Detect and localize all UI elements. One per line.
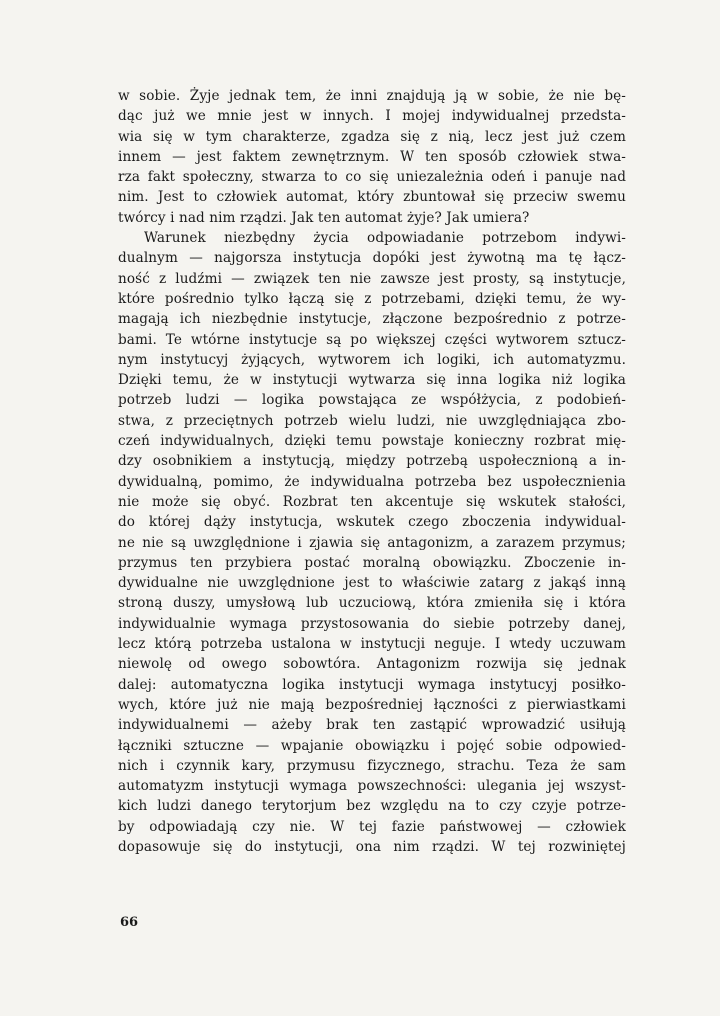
page-number: 66 <box>120 915 139 930</box>
text-line: dalej: automatyczna logika instytucji wymaga instytucyj posiłko- <box>118 676 626 693</box>
text-line: czeń indywidualnych, dzięki temu powstaje konieczny rozbrat mię- <box>118 433 626 450</box>
text-line: dąc już we mnie jest w innych. I mojej indywidualnej przedsta- <box>118 108 626 125</box>
text-line: wych, które już nie mają bezpośredniej łączności z pierwiastkami <box>118 696 626 713</box>
text-line: nich i czynnik kary, przymusu fizycznego, strachu. Teza że sam <box>118 757 626 774</box>
text-line: automatyzm instytucji wymaga powszechności: ulegania jej wszyst- <box>118 778 626 795</box>
text-line: indywidualnemi — ażeby brak ten zastąpić wprowadzić usiłują <box>118 717 626 734</box>
text-line: indywidualnie wymaga przystosowania do siebie potrzeby danej, <box>118 615 626 632</box>
text-line: wia się w tym charakterze, zgadza się z nią, lecz jest już czem <box>118 128 626 145</box>
text-line: lecz którą potrzeba ustalona w instytucji neguje. I wtedy uczuwam <box>118 636 626 653</box>
text-line: przymus ten przybiera postać moralną obowiązku. Zboczenie in- <box>118 554 626 571</box>
text-line: by odpowiadają czy nie. W tej fazie państwowej — człowiek <box>118 818 626 835</box>
text-line: bami. Te wtórne instytucje są po większej części wytworem sztucz- <box>118 331 626 348</box>
text-line: nim. Jest to człowiek automat, który zbuntował się przeciw swemu <box>118 189 626 206</box>
text-line: w sobie. Żyje jednak tem, że inni znajdują ją w sobie, że nie bę- <box>118 88 626 104</box>
text-line: stroną duszy, umysłową lub uczuciową, która zmieniła się i która <box>118 595 626 612</box>
text-line: niewolę od owego sobowtóra. Antagonizm rozwija się jednak <box>118 656 626 673</box>
text-line: magają ich niezbędnie instytucje, złączone bezpośrednio z potrze- <box>118 311 626 328</box>
text-line: dualnym — najgorsza instytucja dopóki jest żywotną ma tę łącz- <box>118 250 626 267</box>
text-line: innem — jest faktem zewnętrznym. W ten sposób człowiek stwa- <box>118 148 626 165</box>
text-line: do której dąży instytucja, wskutek czego zboczenia indywidual- <box>118 514 626 531</box>
text-line: dywidualne nie uwzględnione jest to właściwie zatarg z jakąś inną <box>118 575 626 592</box>
text-line: potrzeb ludzi — logika powstająca ze współżycia, z podobień- <box>118 392 626 409</box>
text-line: stwa, z przeciętnych potrzeb wielu ludzi, nie uwzględniająca zbo- <box>118 412 626 429</box>
text-line: ność z ludźmi — związek ten nie zawsze jest prosty, są instytucje, <box>118 270 626 287</box>
text-line: dywidualną, pomimo, że indywidualna potrzeba bez uspołecznienia <box>118 473 626 490</box>
text-line: dopasowuje się do instytucji, ona nim rządzi. W tej rozwiniętej <box>118 838 626 855</box>
text-line: rza fakt społeczny, stwarza to co się uniezależnia odeń i panuje nad <box>118 169 626 186</box>
text-line: które pośrednio tylko łączą się z potrzebami, dzięki temu, że wy- <box>118 290 626 307</box>
text-line: Warunek niezbędny życia odpowiadanie potrzebom indywi- <box>144 230 626 247</box>
text-line: nym instytucyj żyjących, wytworem ich logiki, ich automatyzmu. <box>118 351 626 368</box>
text-line: nie może się obyć. Rozbrat ten akcentuje się wskutek stałości, <box>118 493 626 510</box>
text-line: Dzięki temu, że w instytucji wytwarza się inna logika niż logika <box>118 372 626 389</box>
text-line: kich ludzi danego terytorjum bez względu na to czy czyje potrze- <box>118 798 626 815</box>
text-line: łączniki sztuczne — wpajanie obowiązku i pojęć sobie odpowied- <box>118 737 626 754</box>
text-line: dzy osobnikiem a instytucją, między potrzebą uspołecznioną a in- <box>118 453 626 470</box>
text-line: twórcy i nad nim rządzi. Jak ten automat żyje? Jak umiera? <box>118 209 530 226</box>
text-line: ne nie są uwzględnione i zjawia się antagonizm, a zarazem przymus; <box>118 534 626 551</box>
body-text <box>118 86 626 857</box>
